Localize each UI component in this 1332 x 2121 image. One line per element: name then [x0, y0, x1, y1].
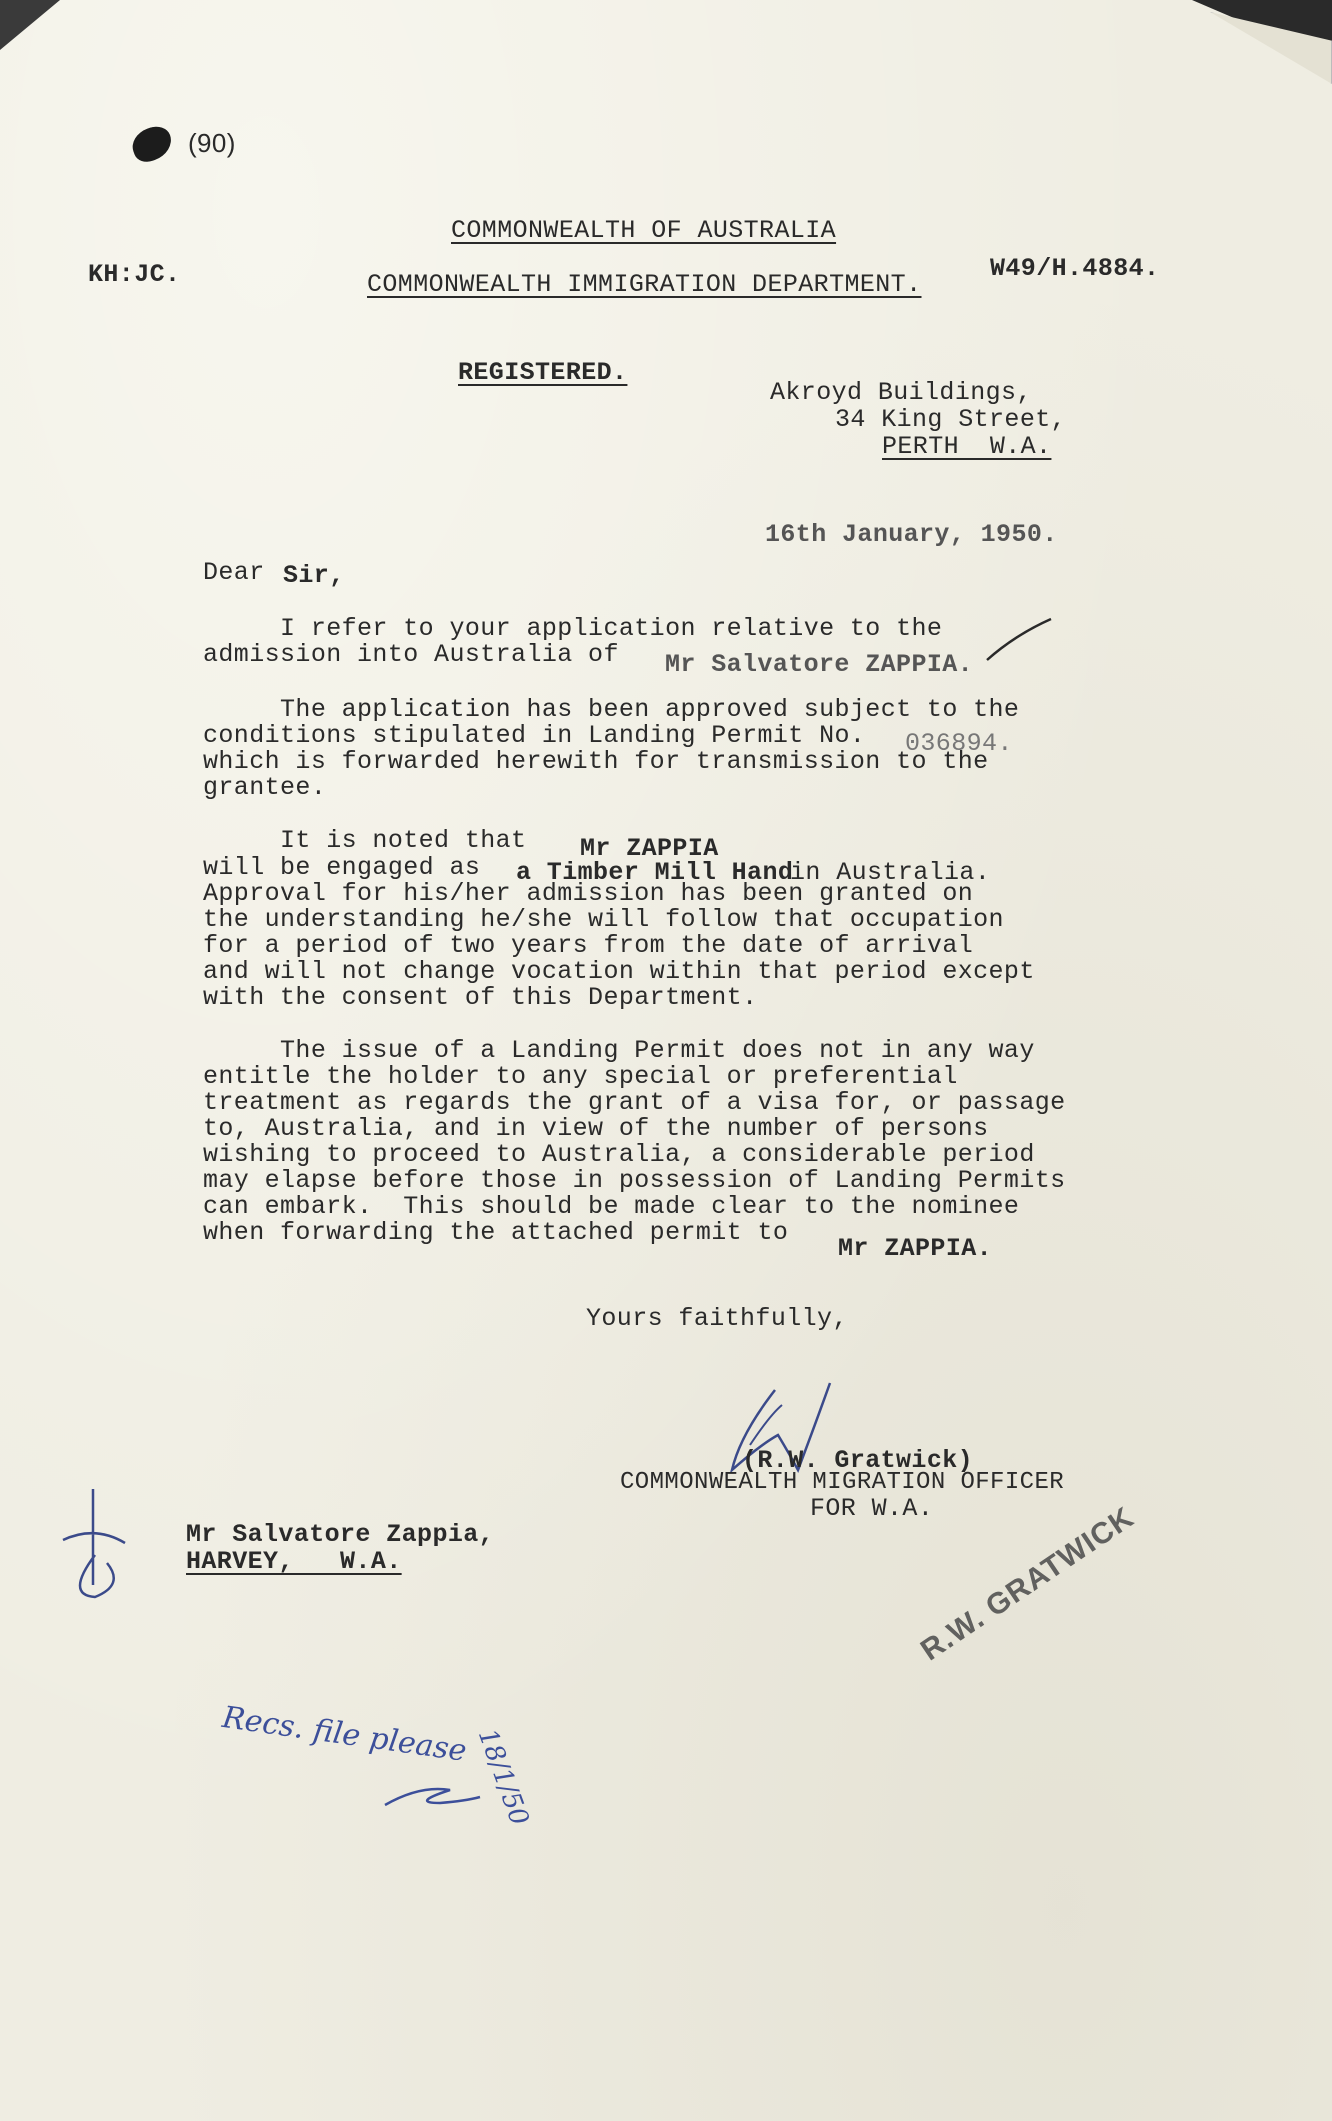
nominee-name-closing: Mr ZAPPIA. — [838, 1234, 993, 1263]
paragraph-3-line-2b: in Australia. — [790, 858, 991, 887]
paragraph-1-line-1: I refer to your application relative to the — [203, 614, 943, 643]
paragraph-3-line-2a: will be engaged as — [203, 853, 481, 882]
paragraph-4-line-1: The issue of a Landing Permit does not in any way — [203, 1036, 1035, 1065]
folio-number: (90) — [188, 128, 236, 158]
paragraph-3-line-4: the understanding he/she will follow that occupation — [203, 905, 1004, 934]
paragraph-2-line-1: The application has been approved subject to the — [203, 695, 1020, 724]
paragraph-3-line-6: and will not change vocation within that period except — [203, 957, 1035, 986]
handwritten-date: 18/1/50 — [471, 1725, 535, 1830]
handwritten-initials — [380, 1775, 490, 1815]
paragraph-3-line-5: for a period of two years from the date of arrival — [203, 931, 974, 960]
registered-mark: REGISTERED. — [458, 358, 628, 387]
paragraph-1-line-2: admission into Australia of — [203, 640, 619, 669]
signatory-title-1: COMMONWEALTH MIGRATION OFFICER — [620, 1469, 1065, 1496]
header-department: COMMONWEALTH IMMIGRATION DEPARTMENT. — [367, 270, 922, 299]
handwritten-note: Recs. file please — [220, 1700, 469, 1769]
signatory-title-2: FOR W.A. — [810, 1494, 934, 1523]
nominee-name: Mr ZAPPIA — [580, 834, 719, 863]
reference-right: W49/H.4884. — [990, 254, 1160, 283]
addressee-name: Mr Salvatore Zappia, — [186, 1520, 495, 1549]
header-country: COMMONWEALTH OF AUSTRALIA — [451, 216, 837, 245]
paragraph-4-line-3: treatment as regards the grant of a visa for, or passage — [203, 1088, 1066, 1117]
ink-blot — [128, 122, 177, 166]
paragraph-2-line-2: conditions stipulated in Landing Permit No. — [203, 721, 866, 750]
signatory-name: (R.W. Gratwick) — [742, 1446, 974, 1475]
salutation-prefix: Dear — [203, 558, 265, 587]
reference-left: KH:JC. — [88, 260, 181, 289]
paragraph-4-line-4: to, Australia, and in view of the number of persons — [203, 1114, 989, 1143]
paragraph-3-line-7: with the consent of this Department. — [203, 983, 758, 1012]
paragraph-4-line-2: entitle the holder to any special or preferential — [203, 1062, 958, 1091]
paragraph-3-line-1: It is noted that — [203, 826, 527, 855]
occupation: a Timber Mill Hand — [516, 858, 794, 887]
paragraph-2-line-3: which is forwarded herewith for transmission to the — [203, 747, 989, 776]
applicant-name: Mr Salvatore ZAPPIA. — [665, 650, 974, 679]
address-line-1: Akroyd Buildings, — [770, 378, 1032, 407]
officer-stamp: R.W. GRATWICK — [915, 1500, 1140, 1668]
paragraph-2-line-4: grantee. — [203, 773, 327, 802]
addressee-place: HARVEY, W.A. — [186, 1547, 402, 1576]
letter-date: 16th January, 1950. — [765, 520, 1058, 549]
closing: Yours faithfully, — [586, 1304, 848, 1333]
paragraph-4-line-7: can embark. This should be made clear to the nominee — [203, 1192, 1020, 1221]
paragraph-4-line-6: may elapse before those in possession of Landing Permits — [203, 1166, 1066, 1195]
address-line-3: PERTH W.A. — [882, 432, 1052, 461]
address-line-2: 34 King Street, — [835, 405, 1067, 434]
paragraph-4-line-8: when forwarding the attached permit to — [203, 1218, 789, 1247]
tick-mark — [985, 615, 1055, 665]
paragraph-3-line-3: Approval for his/her admission has been granted on — [203, 879, 974, 908]
paragraph-4-line-5: wishing to proceed to Australia, a considerable period — [203, 1140, 1035, 1169]
salutation-name: Sir, — [283, 561, 345, 590]
initials-mark — [55, 1485, 135, 1605]
page-corner-shadow — [0, 0, 60, 50]
permit-number: 036894. — [905, 729, 1013, 758]
